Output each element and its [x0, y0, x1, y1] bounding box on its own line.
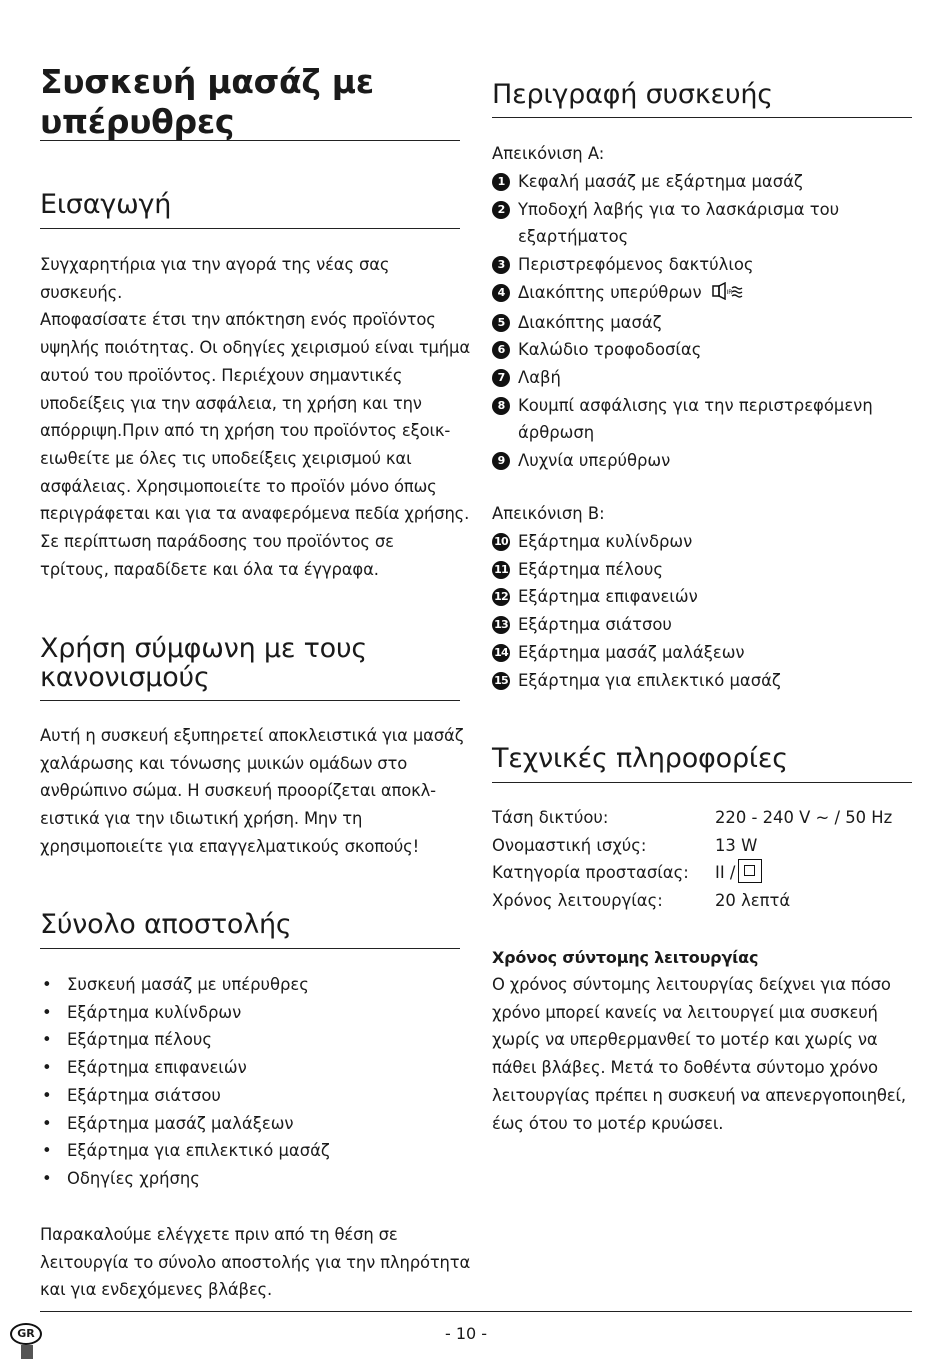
- table-row: [492, 832, 912, 860]
- short-operation-heading: Χρόνος σύντομης λειτουργίας: [492, 948, 759, 967]
- list-item: [492, 583, 912, 611]
- list-item: • Συσκευή μασάζ με υπέρυθρες: [40, 971, 460, 999]
- spec-value: 13 W: [715, 835, 758, 855]
- short-operation-line: πάθει βλάβες. Μετά το δοθέντα σύντομο χρόνο: [492, 1058, 878, 1078]
- intro-line: υψηλής ποιότητας. Οι οδηγίες χειρισμού είναι τμήμα: [40, 338, 470, 358]
- item-number: 10: [492, 533, 510, 551]
- item-number: 13: [492, 616, 510, 634]
- intro-divider: [40, 228, 460, 229]
- item-text: Υποδοχή λαβής για το λασκάρισμα του: [518, 199, 840, 219]
- intended-use-line: ανθρώπινο σώμα. Η συσκευή προορίζεται αποκλ-: [40, 781, 436, 801]
- item-number: 5: [492, 314, 510, 332]
- intro-line: ασφάλειας. Χρησιμοποιείτε το προϊόν μόνο όπως: [40, 476, 437, 496]
- intro-line: ειωθείτε με όλες τις υποδείξεις χειρισμού και: [40, 448, 412, 468]
- delivery-note: [40, 1221, 471, 1304]
- list-item: [492, 528, 912, 556]
- spec-key: Χρόνος λειτουργίας:: [492, 891, 663, 911]
- language-tab-marker: [21, 1345, 33, 1359]
- list-item: [492, 168, 912, 196]
- short-operation-line: λειτουργίας πρέπει η συσκευή να απενεργοποιηθεί,: [492, 1085, 906, 1105]
- figure-a-list: [492, 168, 912, 475]
- list-item: [492, 392, 912, 447]
- item-number: 2: [492, 201, 510, 219]
- intro-text: [40, 251, 470, 583]
- intended-use-heading-line-2: κανονισμούς: [40, 662, 210, 693]
- item-text: εξαρτήματος: [518, 227, 629, 247]
- spec-value: 20 λεπτά: [715, 891, 791, 911]
- intro-line: αυτού του προϊόντος. Περιέχουν σημαντικές: [40, 365, 403, 385]
- footer-divider: [40, 1311, 912, 1312]
- item-text: Περιστρεφόμενος δακτύλιος: [518, 255, 754, 275]
- spec-key: Κατηγορία προστασίας:: [492, 863, 689, 883]
- page-number: - 10 -: [445, 1324, 488, 1343]
- list-item: • Εξάρτημα κυλίνδρων: [40, 999, 460, 1027]
- list-item: • Εξάρτημα πέλους: [40, 1026, 460, 1054]
- title-line-2: υπέρυθρες: [40, 102, 235, 141]
- intended-use-line: χρησιμοποιείτε για επαγγελματικούς σκοπούς!: [40, 836, 420, 856]
- list-item: • Εξάρτημα για επιλεκτικό μασάζ: [40, 1137, 460, 1165]
- intro-line: Αποφασίσατε έτσι την απόκτηση ενός προϊόντος: [40, 310, 436, 330]
- item-text: Διακόπτης υπερύθρων: [518, 282, 702, 302]
- item-number: 9: [492, 452, 510, 470]
- list-item: [492, 447, 912, 475]
- infrared-icon: [712, 281, 746, 309]
- spec-value: 220 - 240 V ~ / 50 Hz: [715, 808, 893, 827]
- list-item: [492, 336, 912, 364]
- language-badge: GR: [10, 1323, 42, 1345]
- item-number: 6: [492, 341, 510, 359]
- item-text: Εξάρτημα μασάζ μαλάξεων: [518, 642, 745, 662]
- spec-value-wrap: [715, 859, 762, 887]
- list-item: [492, 611, 912, 639]
- list-item: • Εξάρτημα επιφανειών: [40, 1054, 460, 1082]
- delivery-note-line: λειτουργία το σύνολο αποστολής για την πληρότητα: [40, 1252, 471, 1272]
- spec-key: Τάση δικτύου:: [492, 808, 609, 827]
- list-item: [492, 556, 912, 584]
- item-number: 8: [492, 397, 510, 415]
- spec-value: II /: [715, 863, 736, 883]
- spec-key: Ονομαστική ισχύς:: [492, 835, 647, 855]
- delivery-note-line: και για ενδεχόμενες βλάβες.: [40, 1280, 273, 1300]
- item-number: 11: [492, 561, 510, 579]
- item-text: Εξάρτημα κυλίνδρων: [518, 532, 693, 551]
- item-number: 1: [492, 173, 510, 191]
- delivery-note-line: Παρακαλούμε ελέγχετε πριν από τη θέση σε: [40, 1225, 398, 1244]
- list-item: • Εξάρτημα σιάτσου: [40, 1082, 460, 1110]
- item-text: Κεφαλή μασάζ με εξάρτημα μασάζ: [518, 172, 803, 191]
- technical-heading: Τεχνικές πληροφορίες: [492, 743, 788, 774]
- short-operation-text: [492, 971, 912, 1137]
- intended-use-line: χαλάρωσης και τόνωσης μυικών ομάδων στο: [40, 753, 408, 773]
- list-item: • Εξάρτημα μασάζ μαλάξεων: [40, 1110, 460, 1138]
- delivery-divider: [40, 948, 460, 949]
- item-number: 15: [492, 672, 510, 690]
- intro-line: Σε περίπτωση παράδοσης του προϊόντος σε: [40, 532, 394, 552]
- table-row: [492, 859, 912, 887]
- intro-line: υποδείξεις για την ασφάλεια, τη χρήση και την: [40, 393, 422, 413]
- intended-use-heading: [40, 634, 367, 692]
- list-item: [492, 309, 912, 337]
- item-text: Εξάρτημα για επιλεκτικό μασάζ: [518, 670, 781, 690]
- item-text: Λυχνία υπερύθρων: [518, 451, 671, 471]
- figure-a-label: Απεικόνιση A:: [492, 144, 605, 163]
- intro-line: Συγχαρητήρια για την αγορά της νέας σας: [40, 255, 390, 274]
- list-item: [492, 196, 912, 251]
- list-item: [492, 667, 912, 695]
- table-row: [492, 887, 912, 915]
- description-divider: [492, 117, 912, 118]
- item-text: Λαβή: [518, 367, 561, 387]
- item-text: Κουμπί ασφάλισης για την περιστρεφόμενη: [518, 395, 873, 415]
- list-item: [492, 364, 912, 392]
- figure-b-list: [492, 528, 912, 694]
- intended-use-heading-line-1: Χρήση σύμφωνη με τους: [40, 633, 368, 664]
- item-number: 12: [492, 588, 510, 606]
- delivery-heading: Σύνολο αποστολής: [40, 909, 292, 940]
- item-text: Διακόπτης μασάζ: [518, 312, 662, 332]
- intended-use-divider: [40, 700, 460, 701]
- intro-line: συσκευής.: [40, 282, 123, 302]
- protection-class-2-icon: [738, 859, 762, 883]
- item-text: Εξάρτημα πέλους: [518, 559, 663, 579]
- page-title: [40, 62, 460, 142]
- intro-line: απόρριψη.Πριν από τη χρήση του προϊόντος εξοικ-: [40, 421, 451, 441]
- title-line-1: Συσκευή μασάζ με: [40, 62, 374, 101]
- list-item: [492, 279, 912, 309]
- item-text: Καλώδιο τροφοδοσίας: [518, 340, 702, 360]
- title-divider: [40, 140, 460, 141]
- list-item: [492, 639, 912, 667]
- item-number: 3: [492, 256, 510, 274]
- intro-heading: Εισαγωγή: [40, 189, 172, 220]
- item-number: 4: [492, 284, 510, 302]
- short-operation-line: χρόνο μπορεί κανείς να λειτουργεί μια συσκευή: [492, 1002, 878, 1022]
- item-text: Εξάρτημα επιφανειών: [518, 587, 698, 607]
- intended-use-text: [40, 722, 464, 861]
- intro-line: περιγράφεται και για τα αναφερόμενα πεδία χρήσης.: [40, 504, 470, 524]
- figure-b-label: Απεικόνιση B:: [492, 504, 605, 523]
- svg-text:IR: IR: [726, 288, 733, 296]
- list-item: [492, 251, 912, 279]
- short-operation-line: Ο χρόνος σύντομης λειτουργίας δείχνει για πόσο: [492, 975, 891, 994]
- table-row: [492, 804, 912, 832]
- delivery-list: [40, 971, 460, 1193]
- item-text: Εξάρτημα σιάτσου: [518, 615, 672, 635]
- intended-use-line: Αυτή η συσκευή εξυπηρετεί αποκλειστικά για μασάζ: [40, 726, 464, 745]
- item-number: 7: [492, 369, 510, 387]
- intro-line: τρίτους, παραδίδετε και όλα τα έγγραφα.: [40, 559, 379, 579]
- intended-use-line: ειστικά για την ιδιωτική χρήση. Μην τη: [40, 809, 363, 829]
- item-text: άρθρωση: [518, 423, 595, 443]
- short-operation-line: χωρίς να υπερθερμανθεί το μοτέρ και χωρίς να: [492, 1030, 878, 1050]
- list-item: • Οδηγίες χρήσης: [40, 1165, 460, 1193]
- short-operation-line: έως ότου το μοτέρ κρυώσει.: [492, 1113, 724, 1133]
- technical-divider: [492, 782, 912, 783]
- item-number: 14: [492, 644, 510, 662]
- description-heading: Περιγραφή συσκευής: [492, 79, 773, 110]
- technical-table: [492, 804, 912, 915]
